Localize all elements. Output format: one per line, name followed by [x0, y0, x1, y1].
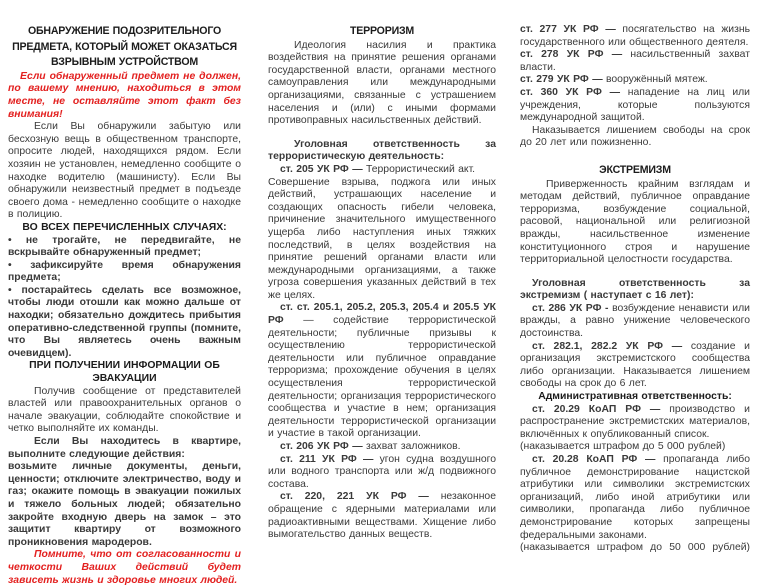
subheading-in-all-cases: ВО ВСЕХ ПЕРЕЧИСЛЕННЫХ СЛУЧАЯХ: [22, 221, 227, 233]
article-278-text: насильственный захват власти. [520, 49, 750, 73]
article-20-29-number: ст. 20.29 КоАП РФ — [532, 403, 670, 415]
article-279-text: вооружённый мятеж. [605, 74, 708, 86]
article-277-text: посягательство на жизнь государственного или общественного деятеля. [520, 24, 750, 48]
subheading-evacuation-info: ПРИ ПОЛУЧЕНИИ ИНФОРМАЦИИ ОБ ЭВАКУАЦИИ [29, 360, 220, 385]
heading-terrorism: ТЕРРОРИЗМ [349, 25, 415, 37]
paragraph-article-205-description: Совершение взрыва, поджога или иных действий, устрашающих население и создающих опасность гибели человека, причинение значительного имущественного ущерба либо наступления иных тяжких последствий, в целях воздействия на принятие решений органами власти или международными организациями, а также угроза совершения указанных действий в тех же целях. [268, 176, 496, 301]
article-211-number: ст. 211 УК РФ — [280, 453, 380, 465]
paragraph-fine-50000: (наказывается штрафом до 50 000 рублей) [520, 542, 750, 554]
article-20-28-text: пропаганда либо публичное демонстрирование нацистской атрибутики или символики экстремистских организаций, либо иной атрибутики или символики, пропаганда либо публичное демонстрирование которых запрещены федеральными законами. [520, 454, 750, 541]
bullet-record-time: • зафиксируйте время обнаружения предмета; [8, 259, 241, 284]
article-286-text: возбуждение ненависти или вражды, а равно унижение человеческого достоинства. [520, 302, 750, 340]
paragraph-found-item-instructions: Если Вы обнаружили забытую или бесхозную вещь в общественном транспорте, опросите людей, находящихся рядом. Если хозяин не установлен, немедленно сообщите о находке водителю (машинисту). Если Вы обнаружили неизвестный предмет в подъезде своего дома - немедленно сообщите о находке в полицию. [8, 121, 241, 221]
article-220-221 [268, 491, 496, 541]
bullet-keep-people-away: • постарайтесь сделать все возможное, чтобы люди отошли как можно дальше от находки; обязательно дождитесь прибытия оперативно-следственной группы (помните, что Вы являетесь очень важным очевидцем). [8, 284, 241, 359]
heading-suspicious-object: ОБНАРУЖЕНИЕ ПОДОЗРИТЕЛЬНОГО ПРЕДМЕТА, КОТОРЫЙ МОЖЕТ ОКАЗАТЬСЯ ВЗРЫВНЫМ УСТРОЙСТВОМ [12, 25, 237, 69]
article-279-number: ст. 279 УК РФ — [520, 74, 606, 86]
column-suspicious-object [8, 24, 241, 586]
article-282-number: ст. 282.1, 282.2 УК РФ — [532, 340, 691, 352]
subheading-criminal-liability-terrorism: Уголовная ответственность за террористическую деятельность: [268, 138, 496, 163]
subheading-administrative-liability: Административная ответственность: [538, 391, 732, 403]
heading-extremism: ЭКСТРЕМИЗМ [599, 163, 671, 176]
article-206-number: ст. 206 УК РФ — [280, 441, 366, 452]
article-360 [520, 87, 750, 125]
article-20-29 [520, 404, 750, 442]
column-extremism [520, 24, 750, 554]
paragraph-apartment-actions: возьмите личные документы, деньги, ценности; отключите электричество, воду и газ; окажите помощь в эвакуации пожилых и тяжело больных людей; обязательно закройте входную дверь на замок – это защитит квартиру от возможного проникновения мародеров. [8, 461, 241, 548]
article-278-number: ст. 278 УК РФ — [520, 49, 631, 61]
article-360-text: нападение на лиц или учреждения, которые пользуются международной защитой. [520, 86, 750, 124]
article-286-number: ст. 286 УК РФ - [532, 302, 613, 314]
article-279 [520, 74, 750, 87]
article-286 [520, 303, 750, 341]
article-206-text: захват заложников. [365, 441, 461, 452]
paragraph-evacuation-orders: Получив сообщение от представителей властей или правоохранительных органов о начале эвакуации, соблюдайте спокойствие и четко выполняйте их команды. [8, 385, 241, 435]
article-220-221-text: незаконное обращение с ядерными материалами или радиоактивными веществами. Хищение либо вымогательство данных веществ. [268, 491, 496, 541]
article-282-text: создание и организация экстремистского сообщества либо организации. Наказывается лишением свободы на срок до 6 лет. [520, 340, 750, 390]
article-211 [268, 454, 496, 492]
paragraph-fine-5000: (наказывается штрафом до 5 000 рублей) [520, 441, 726, 453]
reminder-red-note: Помните, что от согласованности и четкости Ваших действий будет зависеть жизнь и здоровье многих людей. [8, 549, 241, 586]
article-360-number: ст. 360 УК РФ — [520, 86, 628, 98]
article-205-1-to-205-5 [268, 302, 496, 441]
article-20-28 [520, 454, 750, 542]
article-20-28-number: ст. 20.28 КоАП РФ — [532, 454, 664, 465]
article-205 [268, 164, 496, 177]
column-terrorism [268, 24, 496, 543]
article-282-1-282-2 [520, 341, 750, 391]
paragraph-punishment-20-years: Наказывается лишением свободы на срок до 20 лет или пожизненно. [520, 124, 750, 149]
article-205-number: ст. 205 УК РФ — [280, 163, 366, 175]
article-220-221-number: ст. 220, 221 УК РФ — [280, 491, 441, 503]
paragraph-extremism-definition: Приверженность крайним взглядам и методам действий, публичное оправдание терроризма, возбуждение социальной, расовой, национальной или религиозной вражды, насильственное изменение конституционного строя и нарушение территориальной целостности государства. [520, 178, 750, 266]
article-211-text: угон судна воздушного или водного транспорта или ж/д подвижного состава. [268, 453, 496, 490]
paragraph-terrorism-definition: Идеология насилия и практика воздействия на принятие решения органами государственной власти, органами местного самоуправления или международными организациями, связанные с устрашением населения и (или) с иными формами противоправных насильственных действий. [268, 39, 496, 127]
subheading-criminal-liability-extremism: Уголовная ответственность за экстремизм ( наступает с 16 лет): [520, 277, 750, 302]
paragraph-if-in-apartment: Если Вы находитесь в квартире, выполните следующие действия: [8, 436, 241, 460]
warning-red-note: Если обнаруженный предмет не должен, по вашему мнению, находиться в этом месте, не оставляйте этот факт без внимания! [8, 70, 241, 120]
article-205-text: Террористический акт. [365, 163, 476, 175]
article-277 [520, 24, 750, 49]
bullet-do-not-touch: • не трогайте, не передвигайте, не вскрывайте обнаруженный предмет; [8, 234, 241, 259]
article-206 [268, 441, 496, 454]
article-277-number: ст. 277 УК РФ — [520, 24, 623, 35]
article-205-series-text: — содействие террористической деятельности; публичные призывы к осуществлению террористической деятельности или публичное оправдание терроризма; прохождение обучения в целях осуществления террористической деятельности; организация террористического сообщества и участие в нем; организация деятельности террористической организации и участие в такой организации. [268, 315, 496, 440]
article-278 [520, 49, 750, 74]
article-205-series-number: ст. ст. 205.1, 205.2, 205.3, 205.4 и 205.5 УК РФ [268, 302, 496, 327]
article-20-29-text: производство и распространение экстремистских материалов, включённых к опубликованный список. [520, 403, 750, 440]
